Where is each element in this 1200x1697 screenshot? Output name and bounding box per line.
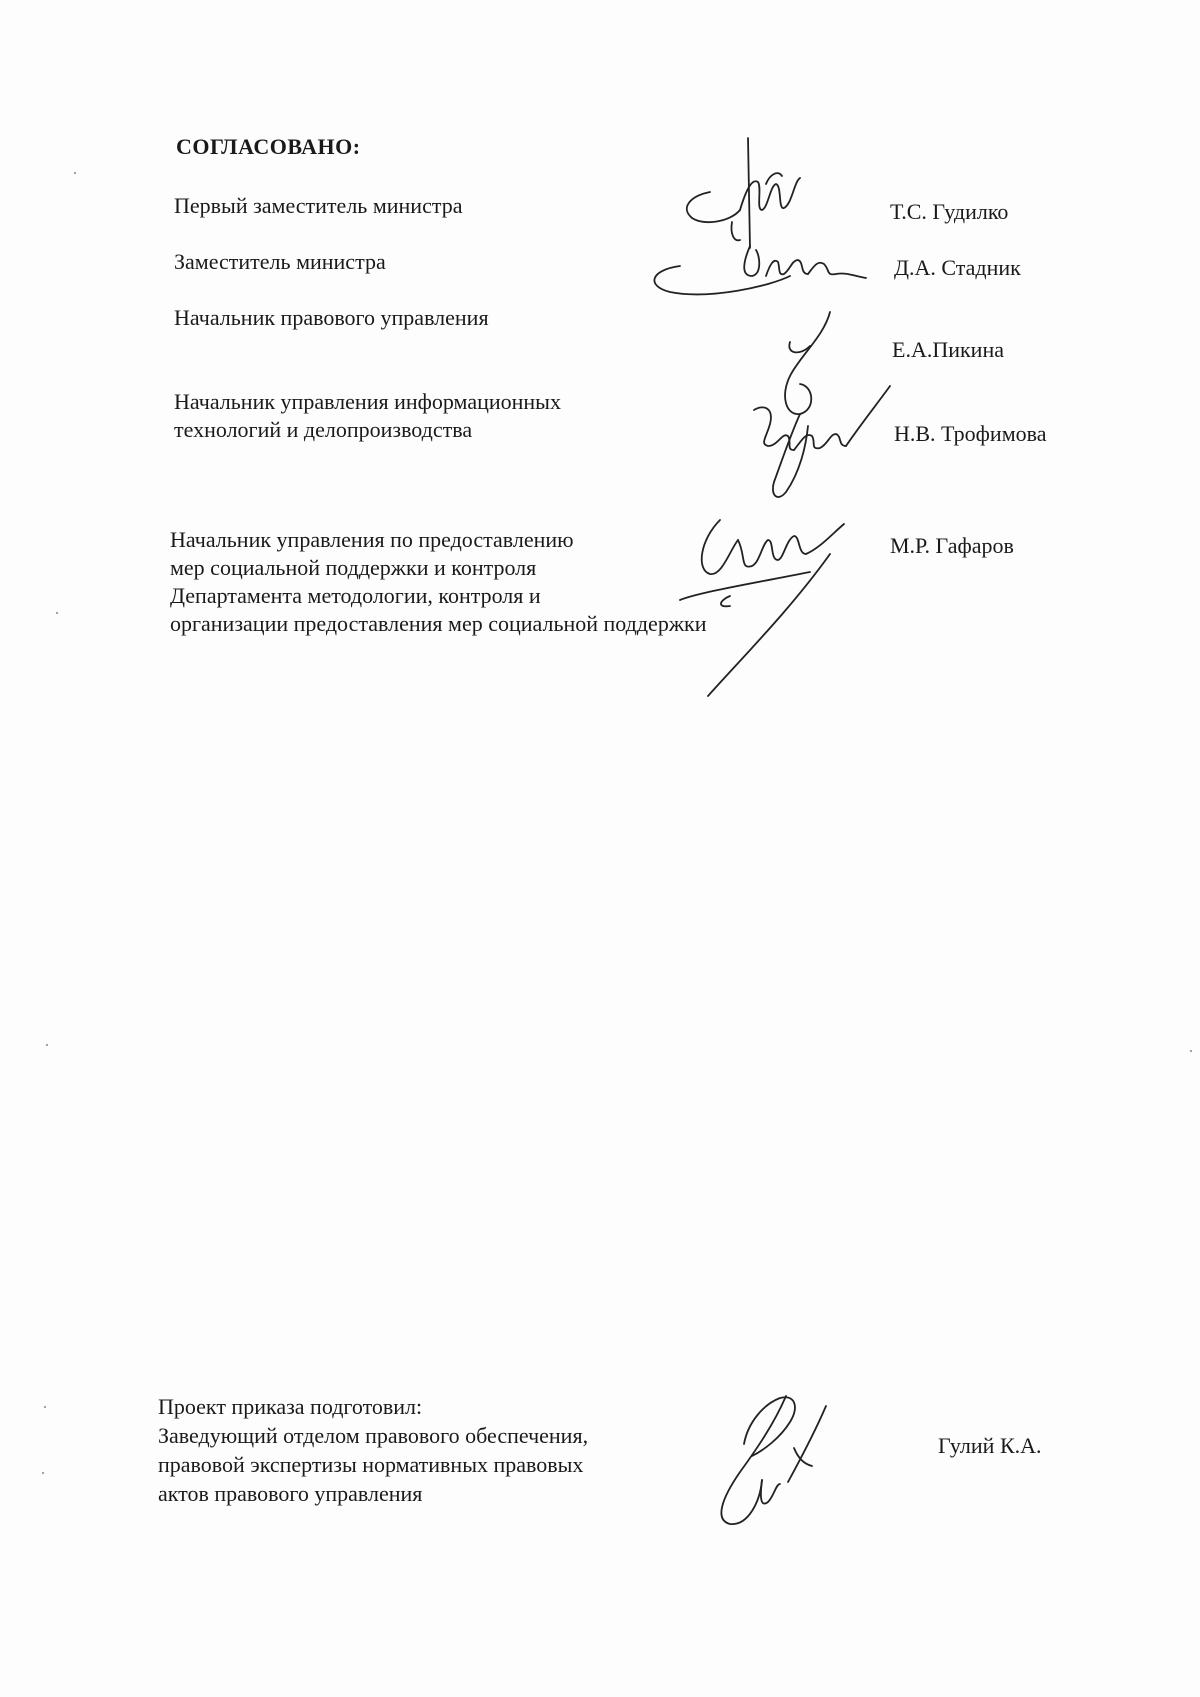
approval-position-first-deputy: Первый заместитель министра (174, 193, 463, 218)
scan-speck (46, 1044, 48, 1046)
scan-speck (44, 1406, 46, 1408)
prepared-by-line: актов правового управления (158, 1481, 423, 1506)
approval-position-line: Начальник управления по предоставлению (170, 527, 574, 552)
signature-trofimova (740, 380, 910, 490)
approval-position-line: Начальник управления информационных (174, 389, 561, 414)
prepared-by-block (158, 1392, 588, 1508)
approval-name-trofimova: Н.В. Трофимова (894, 421, 1047, 446)
approval-name-gafarov: М.Р. Гафаров (890, 533, 1014, 558)
approval-position-line: мер социальной поддержки и контроля (170, 555, 537, 580)
prepared-by-line: правовой экспертизы нормативных правовых (158, 1452, 584, 1477)
approval-heading: СОГЛАСОВАНО: (176, 134, 361, 159)
approval-position-line: технологий и делопроизводства (174, 417, 473, 442)
prepared-by-line: Проект приказа подготовил: (158, 1394, 423, 1419)
prepared-by-line: Заведующий отделом правового обеспечения, (158, 1423, 589, 1448)
approval-name-pikina: Е.А.Пикина (892, 337, 1004, 362)
signature-gafarov (660, 500, 880, 710)
approval-name-gudilko: Т.С. Гудилко (890, 199, 1009, 224)
approval-position-line: организации предоставления мер социальной поддержки (170, 611, 707, 636)
scan-speck (74, 172, 76, 174)
prepared-by-name: Гулий К.А. (938, 1433, 1042, 1458)
approval-position-legal-head: Начальник правового управления (174, 305, 489, 330)
scan-speck (56, 612, 58, 614)
approval-name-stadnik: Д.А. Стадник (894, 255, 1021, 280)
scan-speck (42, 1472, 44, 1474)
scan-speck (1190, 1050, 1192, 1052)
approval-position-social-support-head (170, 526, 707, 638)
approval-position-line: Департамента методологии, контроля и (170, 583, 541, 608)
approval-position-deputy: Заместитель министра (174, 249, 386, 274)
approval-position-it-head (174, 388, 561, 444)
signature-guliy (690, 1384, 840, 1534)
signature-stadnik (640, 236, 900, 306)
